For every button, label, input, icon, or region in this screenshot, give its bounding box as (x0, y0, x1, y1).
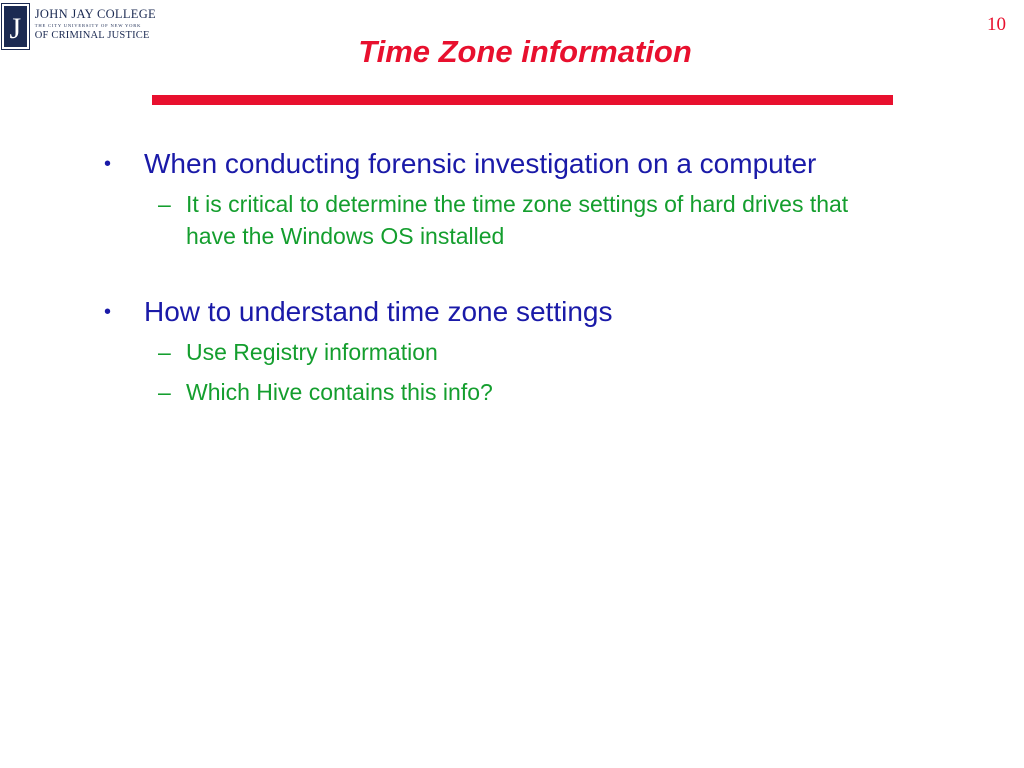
bullet-item (96, 294, 896, 330)
logo-mark: J (2, 4, 29, 49)
bullet-item (96, 146, 896, 182)
sub-bullet-item (158, 188, 896, 252)
sub-bullet-text: Which Hive contains this info? (186, 379, 493, 405)
dash-icon: – (158, 339, 171, 365)
logo-line-1: JOHN JAY COLLEGE (34, 7, 156, 21)
sub-bullet-text: Use Registry information (186, 339, 438, 365)
dash-icon: – (158, 379, 171, 405)
bullet-icon: • (104, 153, 112, 175)
bullet-text: How to understand time zone settings (144, 296, 613, 327)
logo-line-2: THE CITY UNIVERSITY OF NEW YORK (34, 22, 142, 28)
logo-line-3: OF CRIMINAL JUSTICE (34, 30, 150, 42)
sub-bullet-item (158, 376, 896, 408)
bullet-icon: • (104, 301, 112, 323)
slide-content (96, 146, 896, 408)
title-underline (152, 95, 893, 105)
slide-number: 10 (987, 14, 1006, 35)
slide-title: Time Zone information (358, 34, 692, 69)
sub-bullet-text: It is critical to determine the time zone settings of hard drives that have the Windows OS installed (186, 191, 849, 249)
dash-icon: – (158, 191, 171, 217)
bullet-text: When conducting forensic investigation on a computer (144, 148, 817, 179)
sub-bullet-item (158, 336, 896, 368)
